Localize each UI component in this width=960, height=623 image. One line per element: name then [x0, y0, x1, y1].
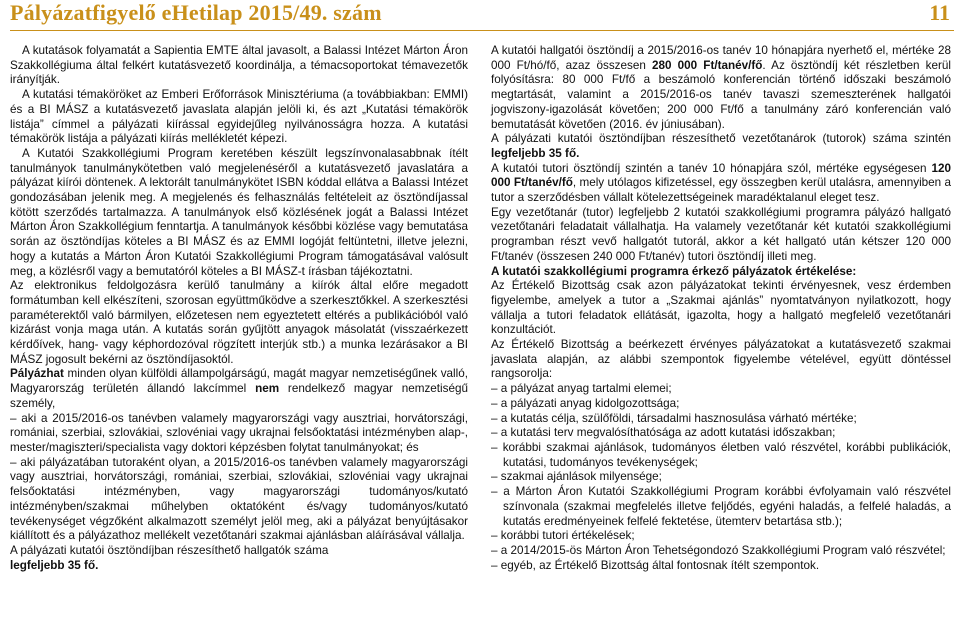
bold-text: Pályázhat: [10, 367, 64, 381]
bold-text: 280 000 Ft/tanév/fő: [652, 58, 763, 72]
paragraph: [10, 367, 468, 411]
list-item: – korábbi szakmai ajánlások, tudományos életben való részvétel, korábbi publikációk, kutatási, tudományos tevékenységek;: [491, 440, 951, 469]
list-item: – aki pályázatában tutoraként olyan, a 2015/2016-os tanévben valamely magyarországi vagy ausztriai, horvátországi, romániai, szerbiai, szlovákiai, szlovéniai vagy ukrajnai felsőoktatási intézményben, vagy magyarországi tudományos/kutató intézményben/szakmai műhelyben oktatóként és/vagy tudományos/kutató tevékenységet végzőként alkalmazott személyt jelöl meg, aki a pályázat benyújtásakor kiállított és a pályázathoz mellékelt vezetőtanári szakmai ajánlásban aláírásával vállalja.: [10, 455, 468, 543]
list-item: – a pályázati anyag kidolgozottsága;: [491, 396, 680, 410]
list-item: – szakmai ajánlások milyensége;: [491, 470, 662, 484]
publication-title: Pályázatfigyelő eHetilap 2015/49. szám: [10, 0, 382, 25]
text: minden olyan külföldi állampolgárságú, magát magyar nemzetiségűnek valló, Magyarország területén állandó lakcímmel: [10, 367, 468, 396]
bold-text: 120 000 Ft/tanév/fő: [491, 161, 951, 190]
paragraph: [491, 44, 951, 132]
section-heading: [491, 265, 951, 280]
paragraph: Az Értékelő Bizottság a beérkezett érvényes pályázatokat a kutatásvezető szakmai javaslata alapján, az alábbi szempontok figyelembe vételével, együtt döntéssel rangsorolja:: [491, 338, 951, 381]
list-item: – egyéb, az Értékelő Bizottság által fontosnak ítélt szempontok.: [491, 558, 820, 572]
bold-text: nem: [255, 382, 280, 396]
page-header: [10, 0, 954, 34]
list-item: – aki a 2015/2016-os tanévben valamely magyarországi vagy ausztriai, horvátországi, romániai, szerbiai, szlovákiai, szlovéniai vagy ukrajnai felsőoktatási intézményben alap-, mester/magiszteri/specialista vagy doktori képzésben folytat tanulmányokat; és: [10, 411, 468, 454]
paragraph: [491, 132, 951, 161]
text: A kutatói tutori ösztöndíj szintén a tanév 10 hónapjára szól, mértéke egységesen: [491, 161, 932, 175]
paragraph: [10, 544, 468, 573]
list-item: – a kutatás célja, szülőföldi, társadalmi hasznosulása várható mértéke;: [491, 411, 857, 425]
paragraph: [491, 162, 951, 206]
text: , mely utólagos kifizetéssel, egy összegben kerül utalásra, amennyiben a tutor a szerződésben vállalt kötelezettségeinek maradéktalanul eleget tesz.: [491, 176, 951, 205]
left-column: [10, 44, 468, 573]
list-item: – a Márton Áron Kutatói Szakkollégiumi Program korábbi évfolyamain való részvétel színvonala (szakmai megfelelés illetve feljődés, egyéni haladás, a felfelé haladás, a kutatás eredményeinek felfelé fektetése, ütemterv betartása stb.);: [491, 485, 951, 528]
bold-text: legfeljebb 35 fő.: [491, 146, 580, 160]
paragraph: Egy vezetőtanár (tutor) legfeljebb 2 kutatói szakkollégiumi programra pályázó hallgató vezetőtanári feladatait vállalhatja. Ha valamely vezetőtanár két kutatói szakkollégiumi programban részt vevő hallgatót tutorál, akkor a két hallgató után kétszer 120 000 Ft/tanév (összesen 240 000 Ft/tanév) tutori ösztöndíj illeti meg.: [491, 205, 951, 263]
bold-text: legfeljebb 35 fő.: [10, 558, 99, 572]
paragraph: A kutatások folyamatát a Sapientia EMTE által javasolt, a Balassi Intézet Márton Áron Szakkollégiuma által felkért kutatásvezető koordinálja, a témacsoportokat témavezetők irányítják.: [10, 44, 468, 87]
list-item: – a kutatási terv megvalósíthatósága az adott kutatási időszakban;: [491, 426, 836, 440]
text: A pályázati kutatói ösztöndíjban részesíthető vezetőtanárok (tutorok) száma szintén: [491, 132, 951, 146]
list-item: – a pályázat anyag tartalmi elemei;: [491, 382, 672, 396]
page-number: 11: [929, 0, 950, 25]
text: A kutatói hallgatói ösztöndíj a 2015/2016-os tanév 10 hónapjára nyerhető el, mértéke 28 000 Ft/hó/fő, azaz összesen: [491, 44, 951, 72]
paragraph: A Kutatói Szakkollégiumi Program keretében készült legszínvonalasabbnak ítélt tanulmányok tanulmánykötetben való megjelenéséről a kutatásvezető javaslatára a pályázat kiírói döntenek. A lektorált tanulmánykötet ISBN kóddal ellátva a Balassi Intézet gondozásában jelenik meg. A megjelenés és felhasználás feltételeit az ösztöndíjassal kötött szerződés tartalmazza. A tanulmányok első közlésének jogát a Balassi Intézet Márton Áron Szakkollégium fenntartja. A tanulmányok későbbi közlése vagy bemutatása során az ösztöndíjas köteles a BI MÁSZ és az EMMI logóját feltüntetni, illetve jelezni, hogy a kutatás a Márton Áron Kutatói Szakkollégiumi Program támogatásával valósult meg, a közlésről vagy a bemutatóról köteles a BI MÁSZ-t írásban tájékoztatni.: [10, 146, 468, 278]
text: rendelkező magyar nemzetiségű személy,: [10, 382, 468, 410]
paragraph: Az Értékelő Bizottság csak azon pályázatokat tekinti érvényesnek, vesz érdemben figyelembe, amelyek a tutor a „Szakmai ajánlás” nyomtatványon nyilatkozott, hogy vállalja a tutori feladatok ellátását, igazolta, hogy a hallgató megfelelő vezetőtanári konzultációt.: [491, 279, 951, 337]
list-item: – korábbi tutori értékelések;: [491, 529, 635, 543]
text: . Az ösztöndíj két részletben kerül folyósításra: 80 000 Ft/fő a beszámoló konferencián történő időszaki beszámoló megtartását, valamint a 2015/2016-os tanév tavaszi szemeszterének hallgatói jogviszony-igazolását követően; 200 000 Ft/fő a tanulmány záró konferencián való bemutatását követően (2016. év júniusában).: [491, 58, 951, 131]
bold-text: A kutatói szakkollégiumi programra érkező pályázatok értékelése:: [491, 264, 857, 278]
text: A pályázati kutatói ösztöndíjban részesíthető hallgatók száma: [10, 543, 329, 557]
right-column: [491, 44, 951, 573]
header-rule: [10, 30, 954, 31]
list-item: – a 2014/2015-ös Márton Áron Tehetségondozó Szakkollégiumi Program való részvétel;: [491, 543, 946, 557]
paragraph: A kutatási témaköröket az Emberi Erőforrások Minisztériuma (a továbbiakban: EMMI) és a BI MÁSZ a kutatásvezető javaslata alapján jelöli ki, és azt „Kutatási témakörök listája” címmel a pályázati kiírással egyidejűleg nyilvánosságra hozza. A kutatási témakörök listája a pályázati kiírás mellékletét képezi.: [10, 88, 468, 146]
paragraph: Az elektronikus feldolgozásra kerülő tanulmány a kiírók által előre megadott formátumban kell elkészíteni, szorosan együttműködve a szerkesztőkkel. A szerkesztési paraméterektől való bármilyen, előzetesen nem egyeztetett eltérés a publikációból való kizárást vonja maga után. A kutatás során gyűjtött anyagok másolatát (visszaérkezett kérdőívek, hang- vagy képhordozóval rögzített interjúk stb.) a munka lezárásakor a BI MÁSZ jogosult bekérni az ösztöndíjasoktól.: [10, 279, 468, 366]
